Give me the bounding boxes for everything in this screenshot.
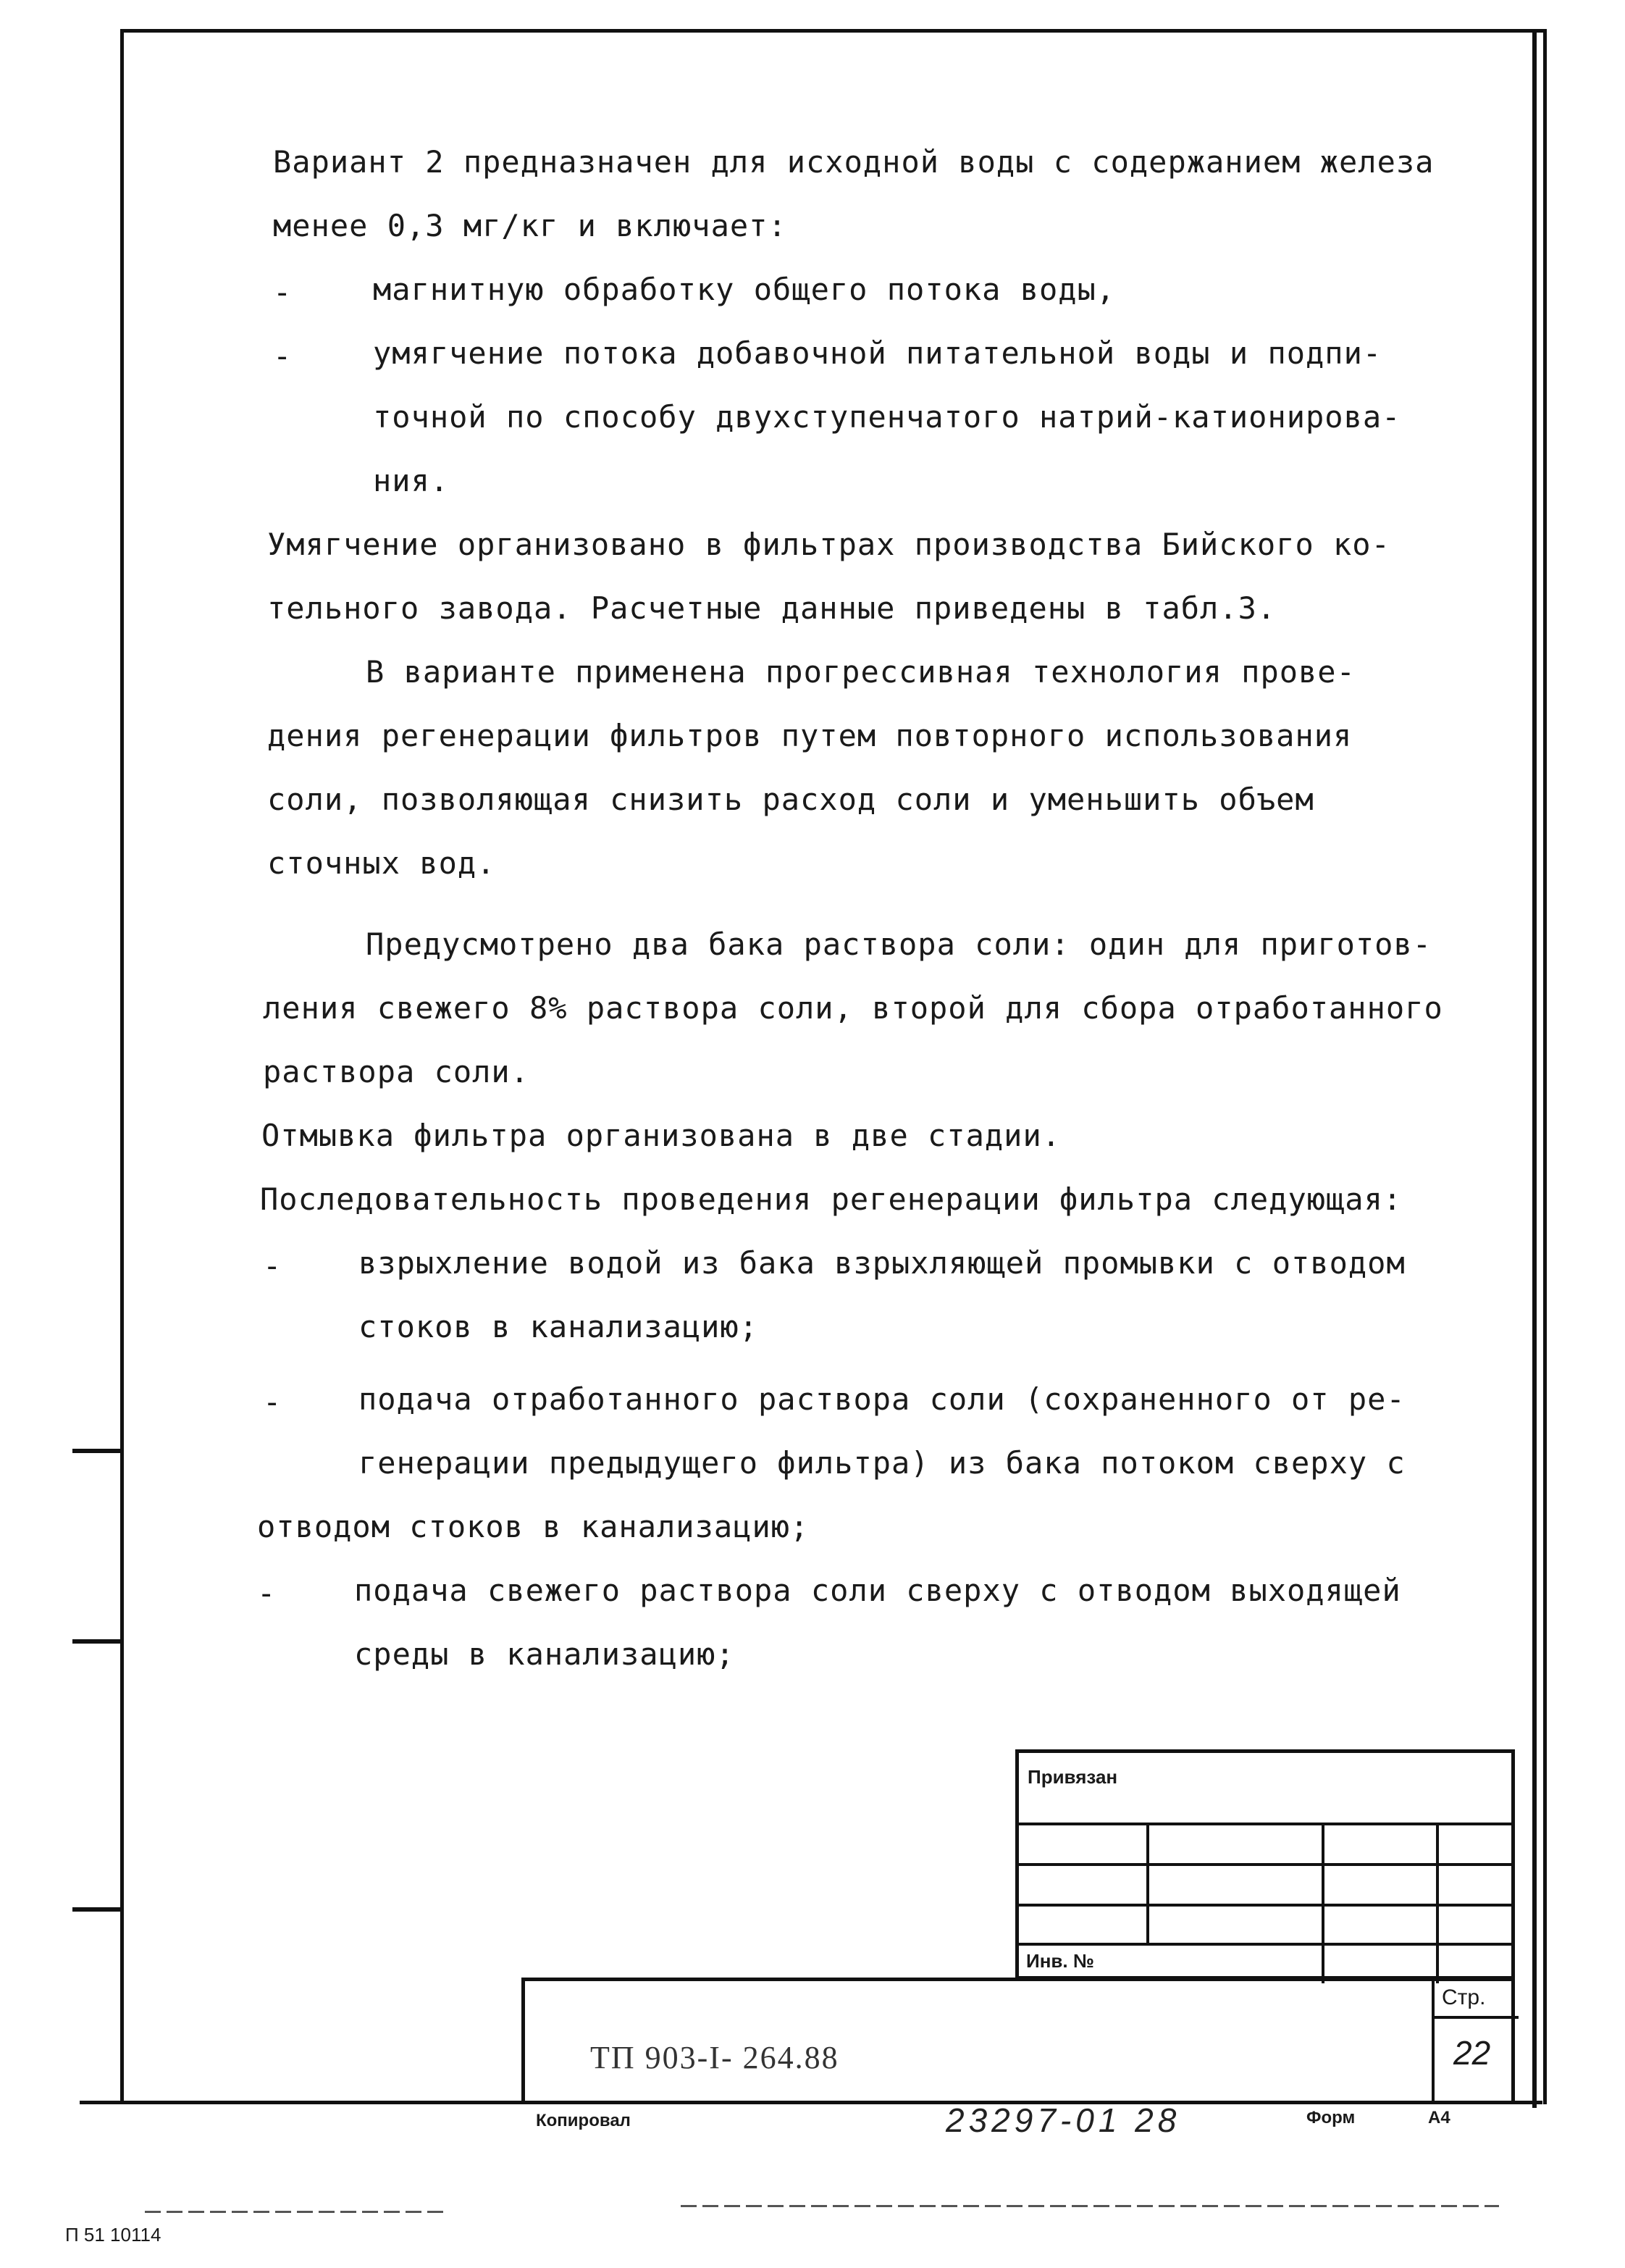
text-line: тельного завода. Расчетные данные приведены в табл.3. — [267, 590, 1277, 626]
text-line: дения регенерации фильтров путем повторного использования — [267, 718, 1353, 753]
text-line: ления свежего 8% раствора соли, второй для сбора отработанного — [263, 990, 1443, 1026]
text-line: умягчение потока добавочной питательной воды и подпи- — [373, 335, 1382, 371]
text-line: подача свежего раствора соли сверху с отводом выходящей — [354, 1573, 1401, 1608]
text-line: раствора соли. — [263, 1054, 530, 1089]
text-line: Умягчение организовано в фильтрах производства Бийского ко- — [267, 527, 1390, 562]
text-line: среды в канализацию; — [354, 1636, 735, 1672]
text-line: генерации предыдущего фильтра) из бака потоком сверху с — [358, 1445, 1406, 1481]
copied-label: Копировал — [536, 2111, 631, 2130]
corner-code: П 51 10114 — [65, 2224, 161, 2246]
list-dash: - — [257, 1576, 276, 1611]
margin-dash-line — [145, 2211, 449, 2213]
text-line: магнитную обработку общего потока воды, — [373, 272, 1116, 307]
privyazan-label: Привязан — [1028, 1766, 1118, 1788]
handwritten-number: 23297-01 28 — [946, 2101, 1181, 2139]
text-line: Предусмотрено два бака раствора соли: один для приготов- — [366, 926, 1432, 962]
text-line: стоков в канализацию; — [358, 1309, 759, 1344]
page-label: Стр. — [1442, 1985, 1486, 2009]
binding-tick — [72, 1639, 123, 1644]
text-line: взрыхление водой из бака взрыхляющей промывки с отводом — [358, 1245, 1406, 1281]
text-line: ния. — [373, 463, 450, 498]
margin-dash-line — [681, 2205, 1499, 2207]
text-line: сточных вод. — [267, 845, 496, 881]
binding-tick — [72, 1907, 123, 1912]
text-line: Вариант 2 предназначен для исходной воды с содержанием железа — [273, 144, 1435, 180]
format-label: Форм — [1306, 2108, 1356, 2127]
text-line: соли, позволяющая снизить расход соли и уменьшить объем — [267, 782, 1314, 817]
list-dash: - — [263, 1384, 282, 1420]
stamp-divider — [1146, 1823, 1149, 1943]
list-dash: - — [273, 275, 292, 310]
stamp-divider — [1322, 1823, 1324, 1983]
list-dash: - — [263, 1248, 282, 1284]
format-value: А4 — [1428, 2108, 1450, 2127]
text-line: подача отработанного раствора соли (сохраненного от ре- — [358, 1381, 1406, 1417]
text-line: точной по способу двухступенчатого натрий-катионирова- — [373, 399, 1401, 435]
text-line: В варианте применена прогрессивная технология прове- — [366, 654, 1356, 690]
title-block — [521, 1978, 1515, 2101]
document-code: ТП 903-I- 264.88 — [590, 2040, 839, 2075]
text-line: Последовательность проведения регенерации фильтра следующая: — [260, 1181, 1403, 1217]
text-line: Отмывка фильтра организована в две стадии. — [261, 1118, 1062, 1153]
text-line: отводом стоков в канализацию; — [257, 1509, 810, 1544]
frame-right-edge — [1532, 29, 1537, 2108]
text-line: менее 0,3 мг/кг и включает: — [273, 208, 787, 243]
title-block-divider — [1432, 1981, 1435, 2104]
inv-no-label: Инв. № — [1026, 1950, 1094, 1972]
binding-stamp-box — [1015, 1749, 1515, 1980]
frame-bottom-line — [80, 2101, 1542, 2104]
binding-tick — [72, 1449, 123, 1453]
list-dash: - — [273, 338, 292, 374]
title-block-rule — [1432, 2016, 1519, 2019]
page-number: 22 — [1453, 2034, 1491, 2072]
stamp-divider — [1436, 1823, 1439, 1983]
